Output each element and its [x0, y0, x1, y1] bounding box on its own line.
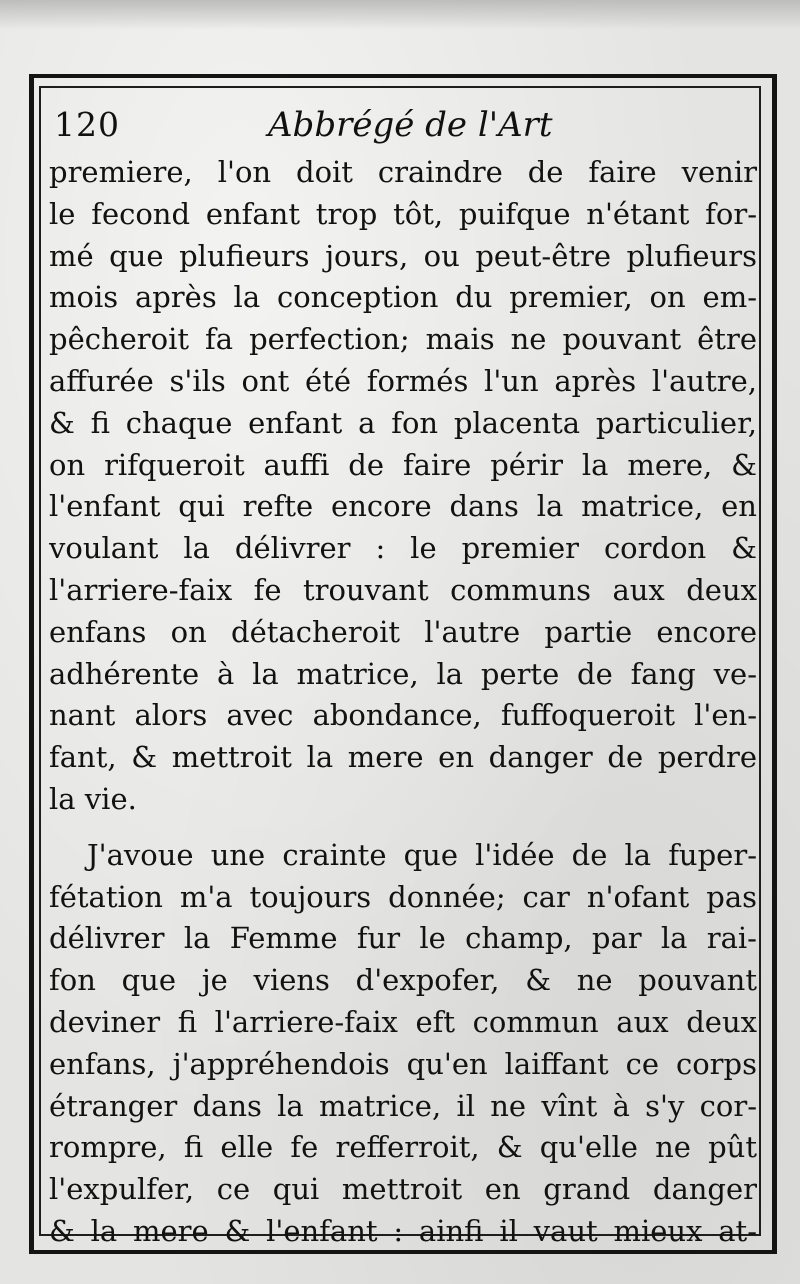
text-line: mé que plufieurs jours, ou peut-être plufieurs [49, 238, 757, 273]
page-number: 120 [54, 105, 120, 144]
paragraph-gap [49, 821, 757, 835]
text-line: deviner fi l'arriere-faix eft commun aux deux [49, 1004, 757, 1039]
text-line: fétation m'a toujours donnée; car n'ofant pas [49, 879, 757, 914]
text-line: étranger dans la matrice, il ne vînt à s'y cor- [49, 1088, 757, 1123]
text-line: affurée s'ils ont été formés l'un après l'autre, [49, 363, 757, 398]
text-line: pêcheroit fa perfection; mais ne pouvant être [49, 322, 757, 357]
text-line: le fecond enfant trop tôt, puifque n'étant for- [49, 196, 757, 231]
page-top-shadow [0, 0, 800, 30]
text-line: & la mere & l'enfant : ainfi il vaut mieux at- [49, 1213, 757, 1248]
text-line: J'avoue une crainte que l'idée de la fuper- [87, 837, 757, 872]
text-line: délivrer la Femme fur le champ, par la rai- [49, 921, 757, 956]
text-line: rompre, fi elle fe refferroit, & qu'elle ne pût [49, 1130, 757, 1165]
text-line: on rifqueroit auffi de faire périr la mere, & [49, 447, 757, 482]
paragraph-1 [49, 152, 757, 821]
page-header [50, 100, 750, 150]
text-line: adhérente à la matrice, la perte de fang ve- [49, 656, 757, 691]
text-line: enfans, j'appréhendois qu'en laiffant ce corps [49, 1046, 757, 1081]
text-line: la vie. [49, 781, 137, 816]
paragraph-2 [49, 835, 757, 1253]
text-line: enfans on détacheroit l'autre partie encore [49, 614, 757, 649]
running-head: Abbrégé de l'Art [268, 105, 553, 145]
text-line: fant, & mettroit la mere en danger de perdre [49, 740, 757, 775]
body-text [49, 152, 757, 1253]
text-line: l'enfant qui refte encore dans la matrice, en [49, 489, 757, 524]
text-line: fon que je viens d'expofer, & ne pouvant [49, 963, 757, 998]
text-line: nant alors avec abondance, fuffoqueroit l'en- [49, 698, 757, 733]
text-line: voulant la délivrer : le premier cordon & [49, 531, 757, 566]
text-line: l'expulfer, ce qui mettroit en grand danger [49, 1172, 757, 1207]
text-line: & fi chaque enfant a fon placenta particulier, [49, 405, 757, 440]
text-line: premiere, l'on doit craindre de faire venir [49, 155, 757, 189]
text-line: mois après la conception du premier, on em- [49, 280, 757, 315]
text-line: l'arriere-faix fe trouvant communs aux deux [49, 572, 757, 607]
